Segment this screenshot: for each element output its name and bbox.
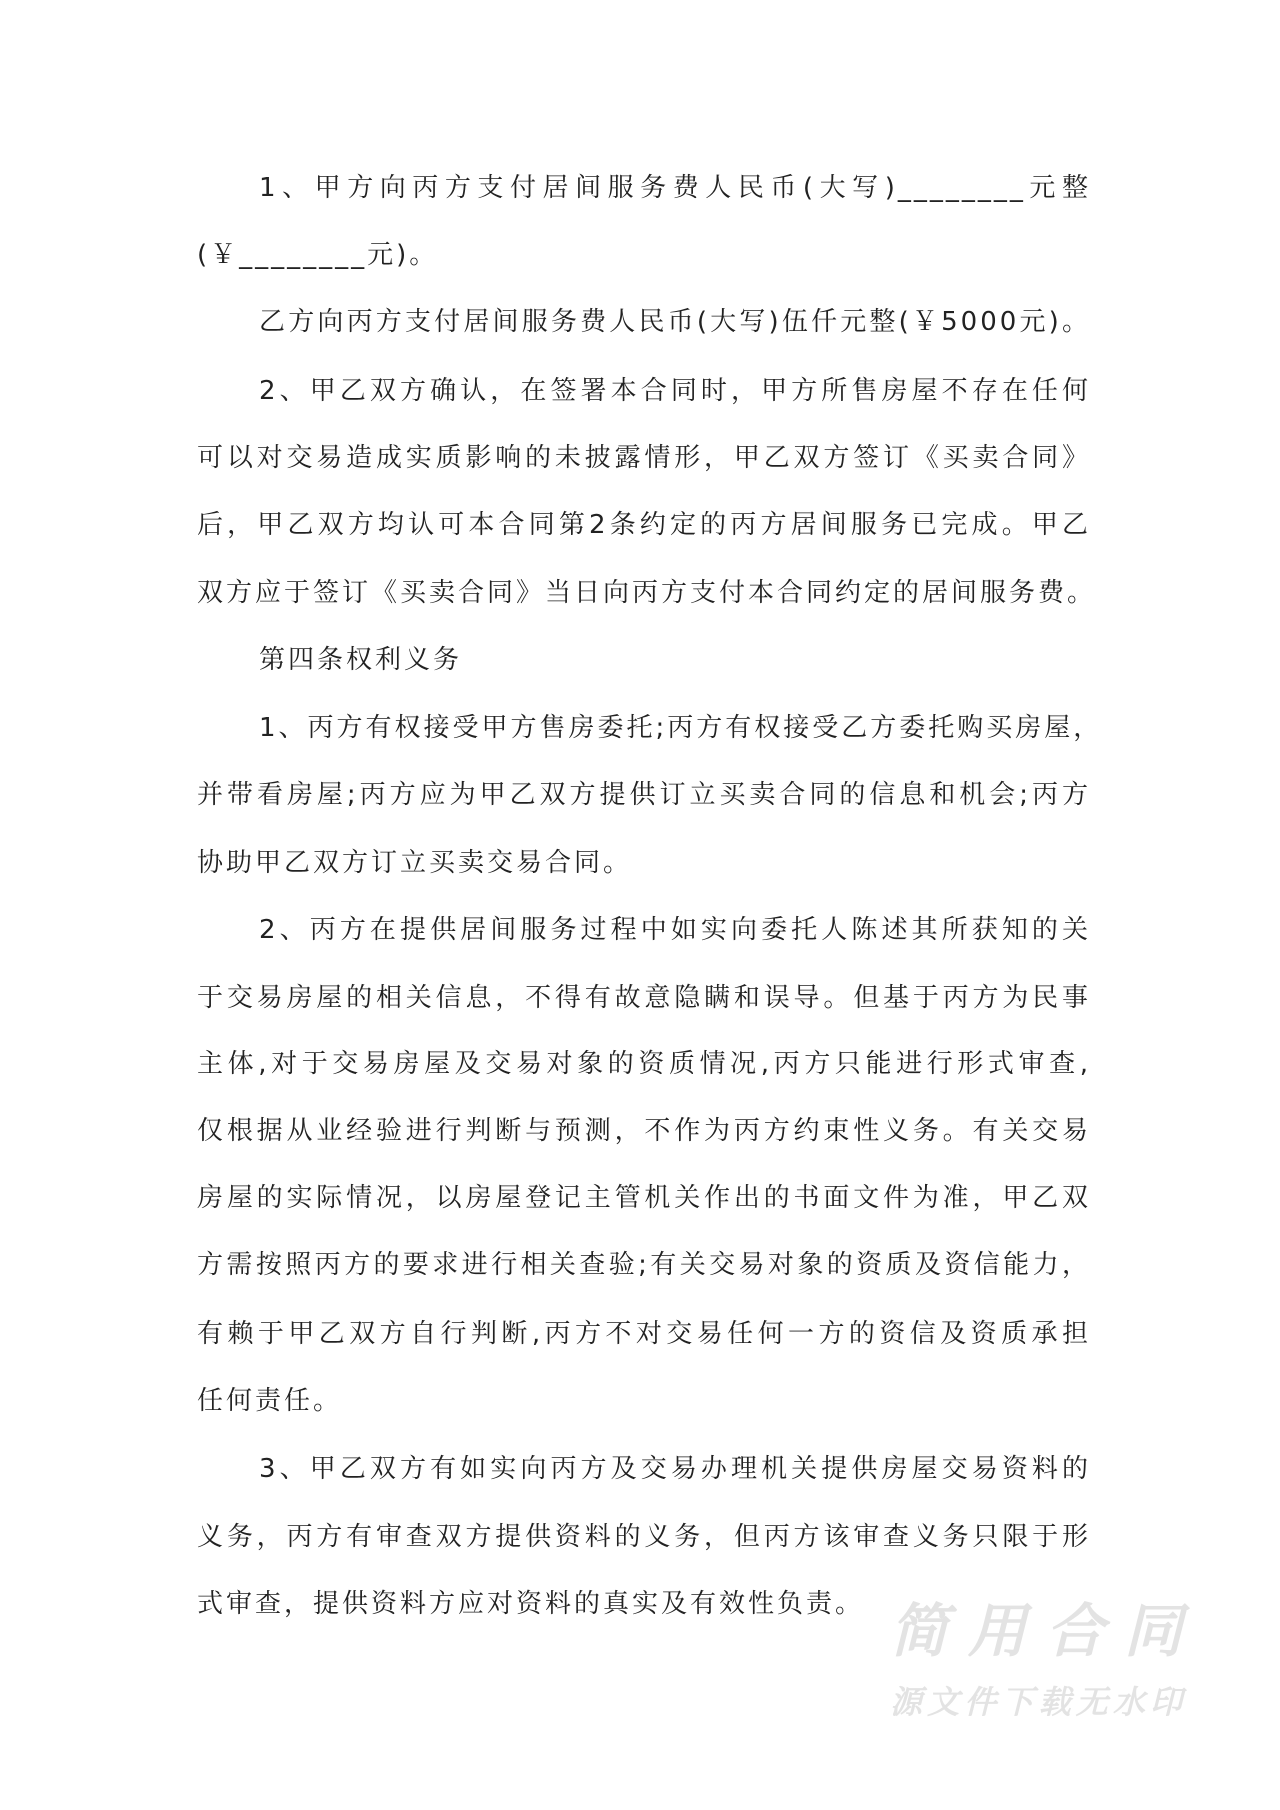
text-line: 1、甲方向丙方支付居间服务费人民币(大写)________元整: [259, 173, 1091, 203]
text-line: 3、甲乙双方有如实向丙方及交易办理机关提供房屋交易资料的: [259, 1454, 1091, 1484]
text-line: 2、丙方在提供居间服务过程中如实向委托人陈述其所获知的关: [259, 915, 1091, 945]
text-line: 仅根据从业经验进行判断与预测，不作为丙方约束性义务。有关交易: [197, 1116, 1091, 1146]
watermark-subtitle: 源文件下载无水印: [890, 1683, 1182, 1721]
text-line: 2、甲乙双方确认，在签署本合同时，甲方所售房屋不存在任何: [259, 376, 1091, 406]
text-line: (￥________元)。: [197, 240, 439, 270]
text-line: 双方应于签订《买卖合同》当日向丙方支付本合同约定的居间服务费。: [197, 578, 1097, 608]
text-line: 式审查，提供资料方应对资料的真实及有效性负责。: [197, 1589, 865, 1619]
text-line: 有赖于甲乙双方自行判断,丙方不对交易任何一方的资信及资质承担: [197, 1319, 1091, 1349]
text-line: 并带看房屋;丙方应为甲乙双方提供订立买卖合同的信息和机会;丙方: [197, 780, 1091, 810]
text-line: 乙方向丙方支付居间服务费人民币(大写)伍仟元整(￥5000元)。: [259, 307, 1091, 337]
text-line: 1、丙方有权接受甲方售房委托;丙方有权接受乙方委托购买房屋，: [259, 713, 1103, 743]
section-heading: 第四条权利义务: [259, 645, 463, 675]
text-line: 主体,对于交易房屋及交易对象的资质情况,丙方只能进行形式审查,: [197, 1049, 1091, 1079]
text-line: 协助甲乙双方订立买卖交易合同。: [197, 848, 633, 878]
text-line: 后，甲乙双方均认可本合同第2条约定的丙方居间服务已完成。甲乙: [197, 510, 1091, 540]
text-line: 于交易房屋的相关信息，不得有故意隐瞒和误导。但基于丙方为民事: [197, 983, 1091, 1013]
text-line: 方需按照丙方的要求进行相关查验;有关交易对象的资质及资信能力，: [197, 1250, 1091, 1280]
text-line: 任何责任。: [197, 1386, 343, 1416]
text-line: 义务，丙方有审查双方提供资料的义务，但丙方该审查义务只限于形: [197, 1522, 1091, 1552]
text-line: 房屋的实际情况，以房屋登记主管机关作出的书面文件为准，甲乙双: [197, 1183, 1091, 1213]
text-line: 可以对交易造成实质影响的未披露情形，甲乙双方签订《买卖合同》: [197, 443, 1091, 473]
watermark-title: 简用合同: [890, 1597, 1182, 1665]
